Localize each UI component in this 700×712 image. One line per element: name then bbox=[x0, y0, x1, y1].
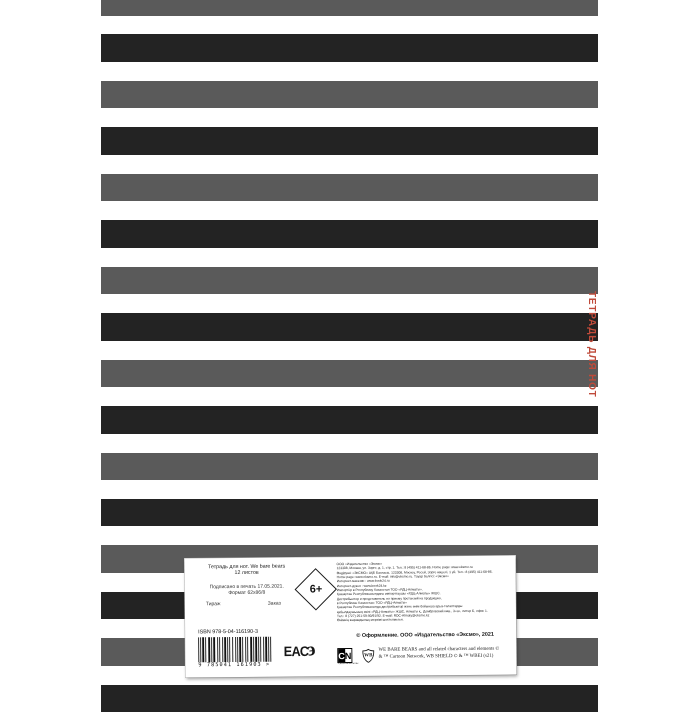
imprint-line: Дистрибьютор и представитель по приему претензий на продукцию, bbox=[336, 595, 442, 601]
barcode-block bbox=[198, 629, 278, 669]
zakaz-label: Заказ bbox=[267, 600, 281, 607]
rights-line-1: WE BARE BEARS and all related characters and elements © bbox=[378, 646, 500, 653]
imprint-line: Home page: www.eksmo.ru. E-mail: info@eksmo.ru. Тауар белгісі: «Эксмо» bbox=[336, 574, 449, 580]
product-info bbox=[199, 563, 295, 606]
publisher-imprint bbox=[337, 561, 514, 623]
cn-logo-caption: CARTOON NETWORK bbox=[338, 663, 359, 666]
age-badge-text: 6+ bbox=[309, 583, 323, 596]
product-sheets: 12 листов bbox=[234, 570, 259, 577]
imprint-line: Импортёр в Республику Казахстан ТОО «РДЦ-Алматы». bbox=[336, 587, 423, 593]
imprint-line: қабылдаушының өкілі «РДЦ-Алматы» ЖШС, Алматы қ., Домбровский көш., 3«а», литер Б, офис 1. bbox=[336, 608, 488, 614]
brands-row bbox=[337, 647, 513, 666]
stripe bbox=[101, 313, 598, 341]
stripe bbox=[101, 127, 598, 155]
barcode-bar bbox=[271, 636, 272, 661]
stripe bbox=[101, 81, 598, 109]
age-badge-diamond bbox=[295, 568, 337, 610]
svg-text:WB: WB bbox=[364, 652, 373, 658]
cartoon-network-logo bbox=[337, 648, 359, 665]
stripe bbox=[101, 34, 598, 62]
stripe bbox=[101, 0, 598, 16]
stripe bbox=[101, 499, 598, 527]
cn-logo-c: C bbox=[338, 650, 345, 661]
rights-line-2: & ™ Cartoon Network, WB SHIELD © & ™ WBEI (s21) bbox=[378, 653, 494, 660]
imprint-line: Интернет-дүкен : www.book24.kz bbox=[336, 583, 387, 588]
imprint-line: Өндіруші: «ЭКСМО» АҚБ Баспасы, 123308, Мәскеу, Ресей, Зорге көшесі, 1 үй. Тел.: 8 (495) 411-68-86. bbox=[336, 569, 493, 575]
spine-title: ТЕТРАДЬ ДЛЯ НОТ bbox=[586, 291, 597, 398]
stripe bbox=[101, 453, 598, 481]
imprint-line: Өнімнің жарамдылық мерзімі шектелмеген. bbox=[337, 618, 404, 623]
wb-shield-logo bbox=[362, 648, 374, 662]
format-line: Формат 62x86/8 bbox=[228, 589, 266, 597]
print-date: Подписано в печать 17.05.2021. bbox=[209, 583, 284, 591]
copyright-line: © Оформление. ООО «Издательство «Эксмо», 2021 bbox=[356, 631, 494, 639]
tirazh-label: Тираж bbox=[205, 600, 221, 607]
stripe bbox=[101, 360, 598, 388]
imprint-line: в Республике Казахстан: ТОО «РДЦ-Алматы» bbox=[336, 600, 407, 606]
stripe bbox=[101, 406, 598, 434]
imprint-line: Қазақстан Республикасында дистрибьютор және өнім бойынша арыз-талаптарды bbox=[336, 604, 463, 610]
imprint-line: ООО «Издательство «Эксмо» bbox=[336, 561, 383, 567]
stripe bbox=[101, 174, 598, 202]
rights-text bbox=[378, 647, 499, 661]
barcode bbox=[198, 636, 272, 662]
info-label bbox=[184, 556, 516, 678]
isbn-label: ISBN 978-5-04-116190-3 bbox=[198, 628, 258, 636]
imprint-line: Интернет-магазин : www.book24.ru bbox=[336, 579, 390, 584]
stripe bbox=[101, 220, 598, 248]
stripe bbox=[101, 685, 598, 712]
stripe bbox=[101, 267, 598, 295]
eac-mark: ЕАС bbox=[283, 643, 309, 660]
product-title: Тетрадь для нот. We bare bears bbox=[208, 563, 286, 571]
imprint-line: Тел.: 8 (727) 251-59-90/91/92. E-mail: RDC-Almaty@eksmo.kz bbox=[336, 613, 430, 619]
cn-logo-n: N bbox=[344, 650, 352, 661]
barcode-digits: 9 785041 161903 > bbox=[198, 661, 271, 669]
imprint-line: 123308, Москва, ул. Зорге, д. 1, стр. 1. Тел.: 8 (495) 411-68-86. Home page: www.eksmo.ru bbox=[336, 565, 473, 571]
imprint-line: Қазақстан Республикасындағы импорттаушы «РДЦ-Алматы» ЖШС. bbox=[336, 591, 441, 597]
eksmo-logo: э bbox=[306, 638, 317, 661]
